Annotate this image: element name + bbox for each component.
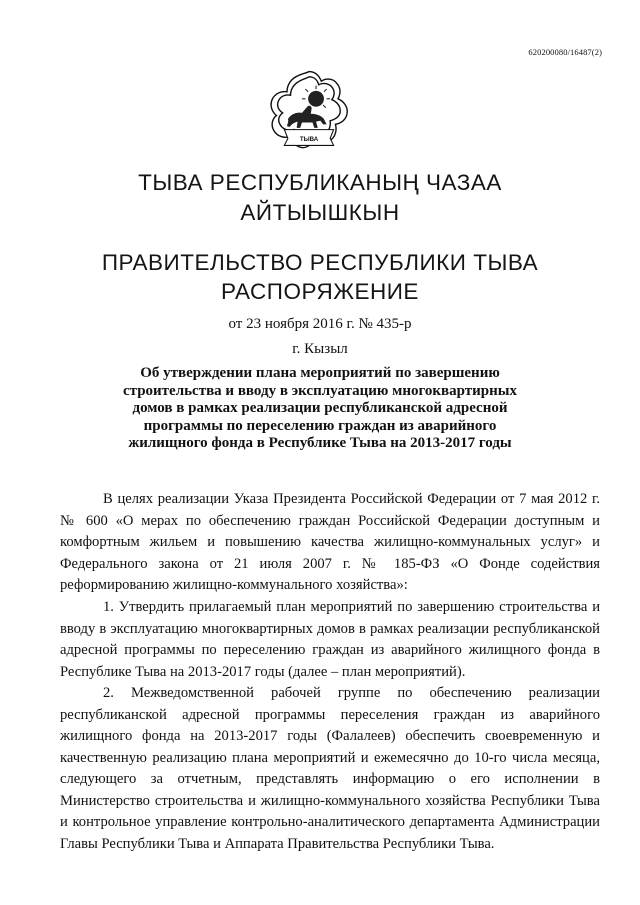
heading-tyva-order: АЙТЫЫШКЫН [240,200,400,225]
title-line: домов в рамках реализации республиканской адресной [132,400,508,417]
clause-2-paragraph: 2. Межведомственной рабочей группе по обеспечению реализации республиканской адресной программы переселения граждан из аварийного жилищного фонда на 2013-2017 годы (Фалалеев) обеспечить своевременную и качественную реализацию плана мероприятий и ежемесячно до 10-го числа месяца, следующего за отчетным, представлять информацию о его исполнении в Министерство строительства и жилищно-коммунального хозяйства Республики Тыва и контрольное управление контрольно-аналитического департамента Администрации Главы Республики Тыва и Аппарата Правительства Республики Тыва. [60,685,600,852]
document-city: г. Кызыл [292,341,348,357]
clause-1-paragraph: 1. Утвердить прилагаемый план мероприятий по завершению строительства и вводу в эксплуатацию многоквартирных домов в рамках реализации республиканской адресной программы по переселению граждан из аварийного жилищного фонда в Республике Тыва на 2013-2017 годы (далее – план мероприятий). [60,599,600,680]
emblem-label: ТЫВА [299,136,319,144]
document-title [60,365,580,453]
heading-government-name: ПРАВИТЕЛЬСТВО РЕСПУБЛИКИ ТЫВА [101,250,539,275]
title-line: жилищного фонда в Республике Тыва на 2013-2017 годы [128,435,512,452]
document-date-number: от 23 ноября 2016 г. № 435-р [228,316,412,332]
heading-tyva-government: ТЫВА РЕСПУБЛИКАНЫҢ ЧАЗАА [138,170,502,195]
title-line: строительства и вводу в эксплуатацию многоквартирных [122,382,517,399]
title-line: программы по переселению граждан из аварийного [143,417,497,434]
document-registration-number: 620200080/16487(2) [528,47,602,57]
preamble-paragraph: В целях реализации Указа Президента Российской Федерации от 7 мая 2012 г. № 600 «О мерах по обеспечению граждан Российской Федерации доступным и комфортным жильем и повышению качества жилищно-коммунальных услуг» и Федерального закона от 21 июля 2007 г. № 185-ФЗ «О Фонде содействия реформированию жилищно-коммунального хозяйства»: [60,491,600,593]
tyva-coat-of-arms-emblem [265,68,353,156]
title-line: Об утверждении плана мероприятий по завершению [140,365,500,381]
heading-document-type: РАСПОРЯЖЕНИЕ [221,279,419,304]
